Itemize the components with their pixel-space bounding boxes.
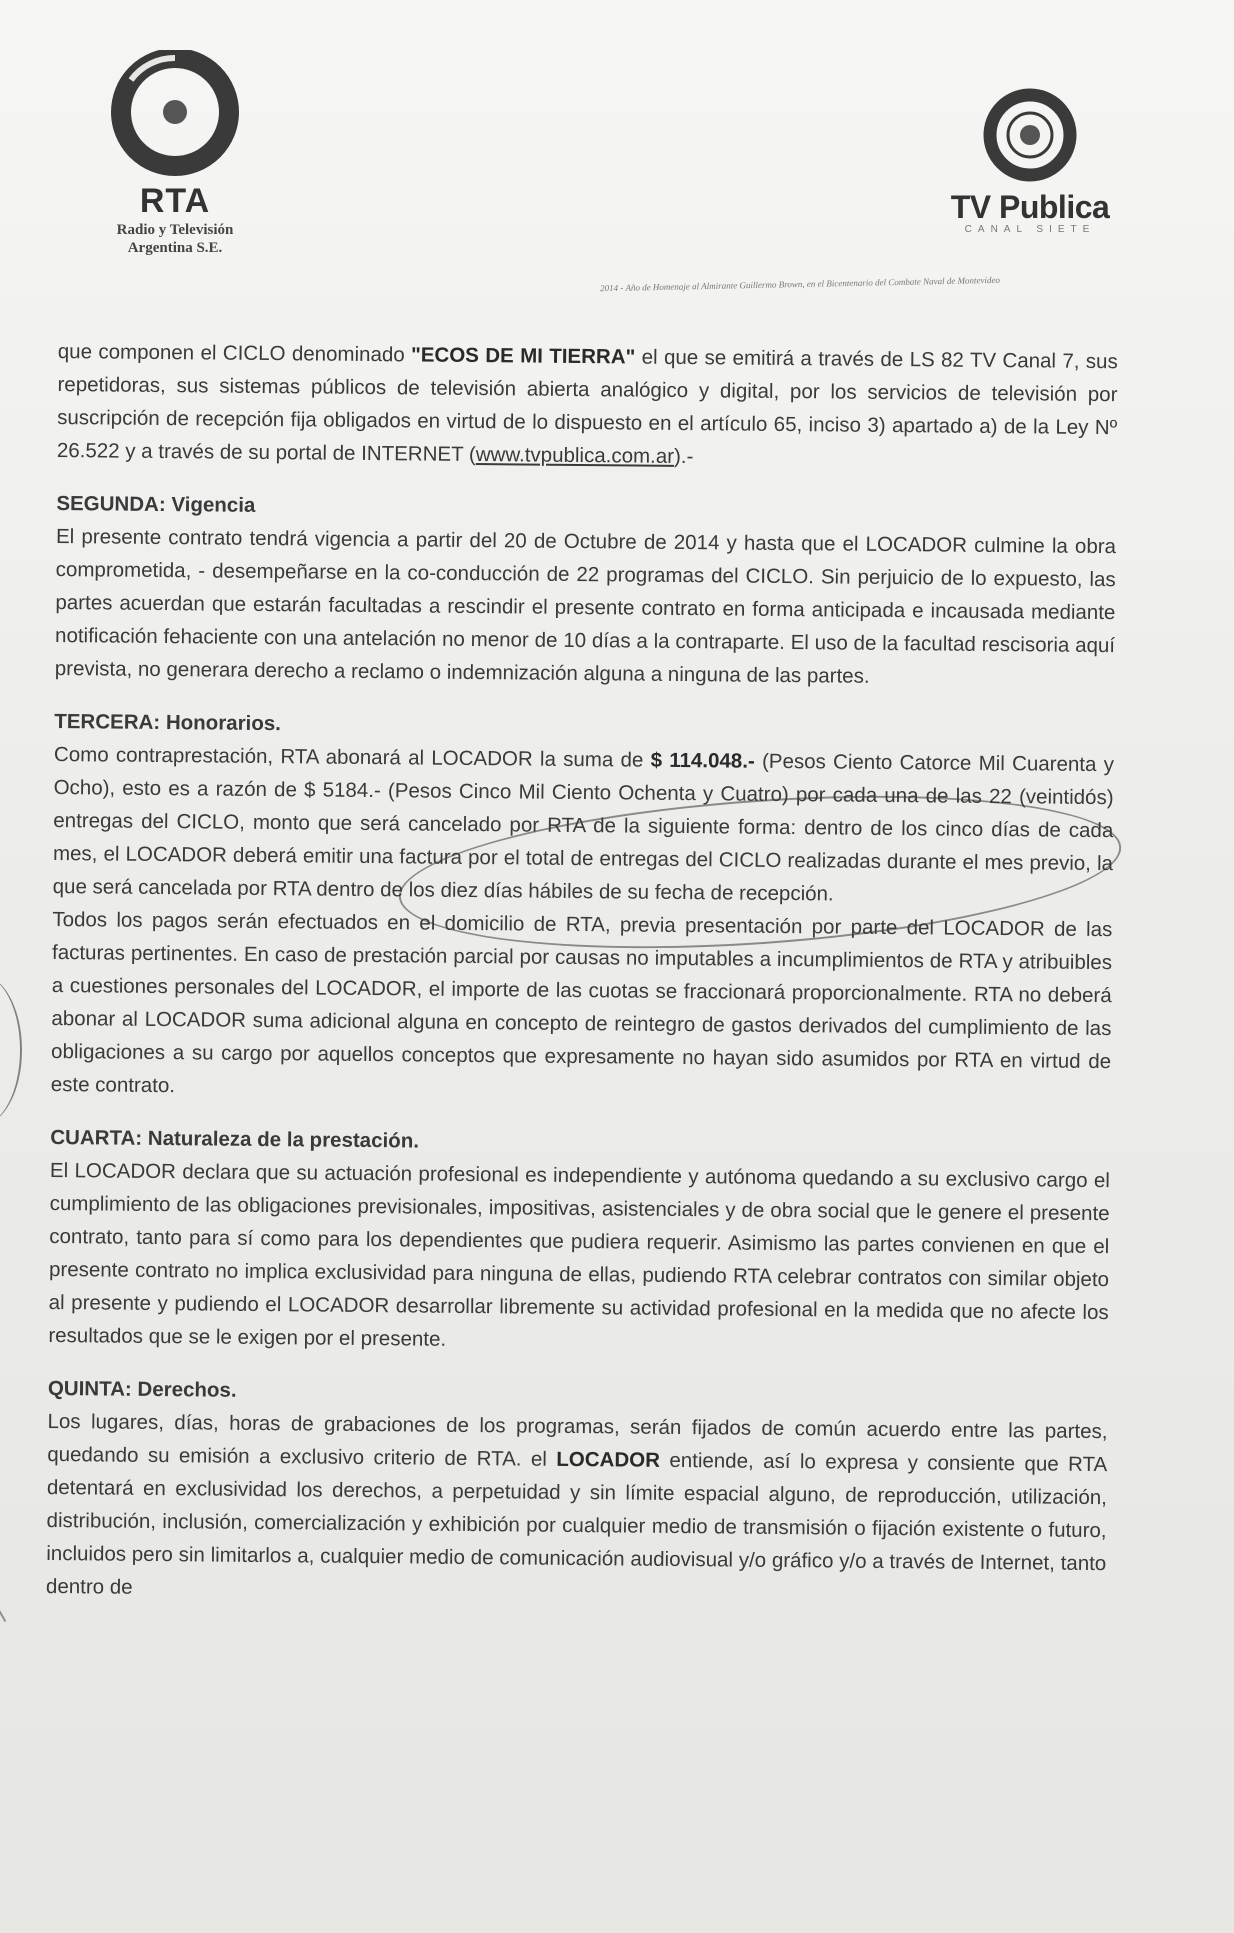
tv-publica-emblem-icon xyxy=(975,85,1085,185)
tv-publica-subtitle: CANAL SIETE xyxy=(964,224,1096,235)
year-motto: 2014 - Año de Homenaje al Almirante Guillermo Brown, en el Bicentenario del Combate Naval de Montevideo xyxy=(599,274,1001,294)
section-heading: SEGUNDA: Vigencia xyxy=(56,491,256,517)
section-segunda xyxy=(55,487,1117,695)
rta-subtitle-line1: Radio y Televisión xyxy=(116,222,234,238)
section-quinta xyxy=(46,1372,1108,1613)
section-paragraph: Los lugares, días, horas de grabaciones de los programas, serán fijados de común acuerdo entre las partes, quedando su emisión a exclusivo criterio de RTA. el LOCADOR entiende, así lo expresa y consiente que RTA detentará en exclusividad los derechos, a perpetuidad y sin límite espacial alguno, de reproducción, utilización, distribución, inclusión, comercialización y exhibición por cualquier medio de transmisión o fijación existente o futuro, incluidos pero sin limitarlos a, cualquier medio de comunicación audiovisual y/o gráfico y/o a través de Internet, tanto dentro de xyxy=(45,1409,1108,1599)
tv-publica-brand: TV Publica xyxy=(950,189,1110,225)
section-heading: TERCERA: Honorarios. xyxy=(54,709,282,736)
tv-publica-logo xyxy=(930,85,1130,235)
section-paragraph: El LOCADOR declara que su actuación profesional es independiente y autónoma quedando a su exclusivo cargo el cumplimiento de las obligaciones previsionales, impositivas, asistenciales y de obra social que le genere el presente contrato, tanto para sí como para los dependientes que pudiera requerir. Asimismo las partes convienen en que el presente contrato no implica exclusividad para ninguna de ellas, pudiendo RTA celebrar contratos con similar objeto al presente y pudiendo el LOCADOR desarrollar libremente su actividad profesional en la medida que no afecte los resultados que se le exigen por el presente. xyxy=(48,1158,1111,1351)
section-heading: CUARTA: Naturaleza de la prestación. xyxy=(50,1125,420,1153)
rta-logo xyxy=(60,50,290,257)
section-cuarta xyxy=(48,1121,1110,1362)
rta-subtitle-line2: Argentina S.E. xyxy=(127,240,223,256)
handwritten-bracket-mark xyxy=(0,975,22,1125)
section-tercera xyxy=(51,705,1115,1111)
locador-term: LOCADOR xyxy=(556,1447,661,1472)
fee-amount: $ 114.048.- xyxy=(650,748,755,773)
rta-emblem-icon xyxy=(105,50,245,180)
contract-body xyxy=(46,335,1118,1613)
section-paragraph: Como contraprestación, RTA abonará al LOCADOR la suma de $ 114.048.- (Pesos Ciento Catorce Mil Cuarenta y Ocho), esto es a razón de $ 5184.- (Pesos Cinco Mil Ciento Ochenta y Cuatro) por cada una de las 22 (veintidós) entregas del CICLO, monto que será cancelado por RTA de la siguiente forma: dentro de los cinco días de cada mes, el LOCADOR deberá emitir una factura por el total de entregas del CICLO realizadas durante el mes previo, la que será cancelada por RTA dentro de los diez días hábiles de su fecha de recepción. xyxy=(52,742,1115,906)
handwritten-tick-mark xyxy=(0,1588,18,1622)
portal-url: www.tvpublica.com.ar xyxy=(475,443,675,468)
section-heading: QUINTA: Derechos. xyxy=(47,1376,237,1402)
intro-paragraph: que componen el CICLO denominado "ECOS DE MI TIERRA" el que se emitirá a través de LS 82 TV Canal 7, sus repetidoras, sus sistemas públicos de televisión abierta analógico y digital, por los servicios de televisión por suscripción de recepción fija obligados en virtud de lo dispuesto en el artículo 65, inciso 3) apartado a) de la Ley Nº 26.522 y a través de su portal de INTERNET (www.tvpublica.com.ar).- xyxy=(56,339,1118,469)
cycle-title: "ECOS DE MI TIERRA" xyxy=(410,343,636,369)
section-paragraph: El presente contrato tendrá vigencia a partir del 20 de Octubre de 2014 y hasta que el LOCADOR culmine la obra comprometida, - desempeñarse en la co-conducción de 22 programas del CICLO. Sin perjuicio de lo expuesto, las partes acuerdan que estarán facultadas a rescindir el presente contrato en forma anticipada e incausada mediante notificación fehaciente con una antelación no menor de 10 días a la contraparte. El uso de la facultad rescisoria aquí prevista, no generara derecho a reclamo o indemnización alguna a ninguna de las partes. xyxy=(54,524,1117,688)
section-paragraph: Todos los pagos serán efectuados en el domicilio de RTA, previa presentación por parte del LOCADOR de las facturas pertinentes. En caso de prestación parcial por causas no imputables a incumplimientos de RTA y atribuibles a cuestiones personales del LOCADOR, el importe de las cuotas se fraccionará proporcionalmente. RTA no deberá abonar al LOCADOR suma adicional alguna en concepto de reintegro de gastos derivados del cumplimiento de las obligaciones a su cargo por aquellos conceptos que expresamente no hayan sido asumidos por RTA en virtud de este contrato. xyxy=(50,907,1113,1098)
rta-brand: RTA xyxy=(139,182,211,220)
